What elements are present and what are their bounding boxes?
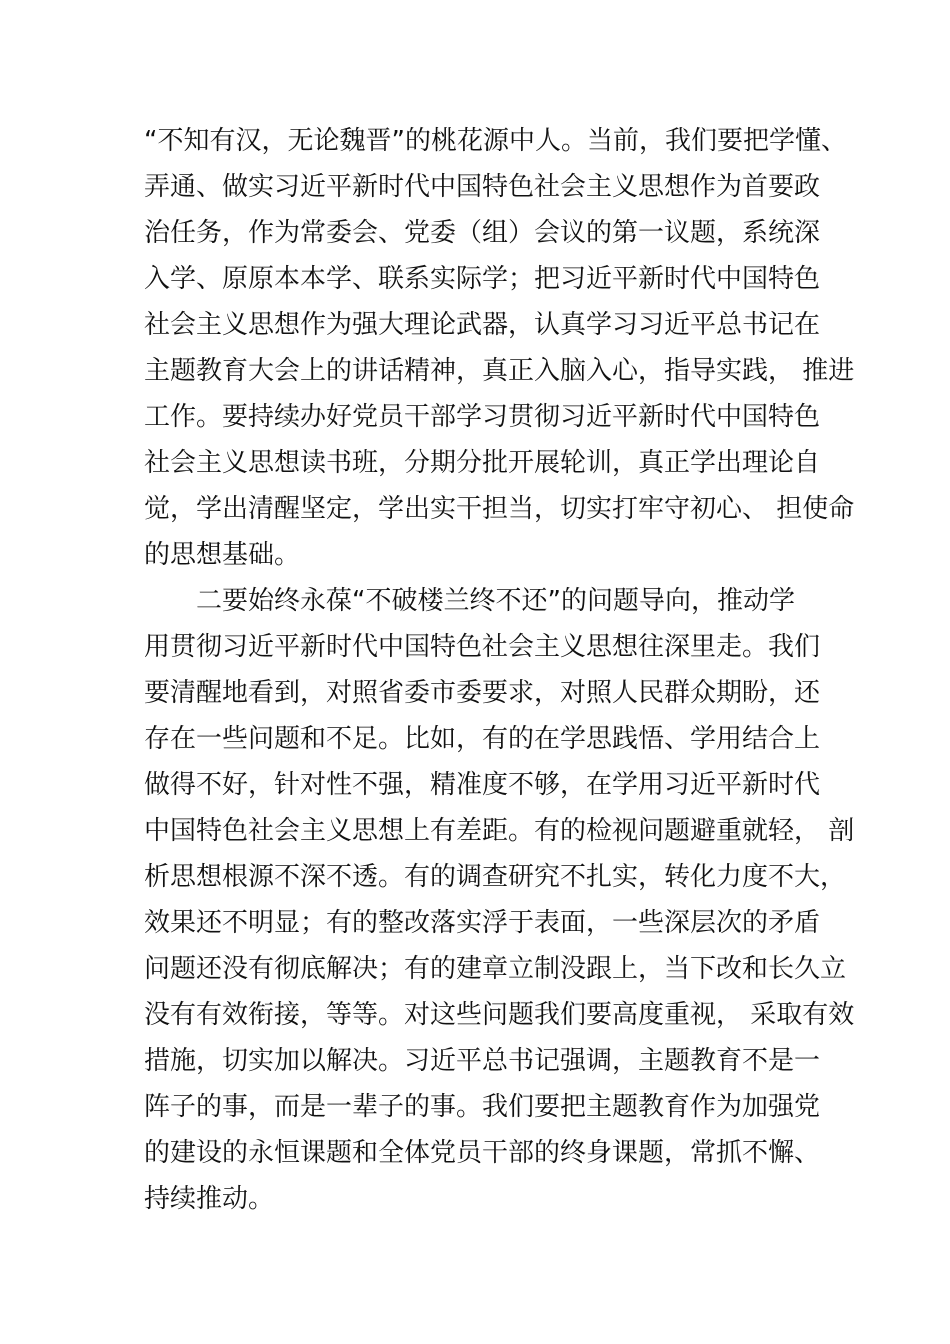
paragraph-line: 社会主义思想作为强大理论武器，认真学习习近平总书记在 bbox=[144, 310, 821, 340]
paragraph-line: 析思想根源不深不透。有的调查研究不扎实，转化力度不大， bbox=[144, 862, 847, 892]
paragraph-line: 的思想基础。 bbox=[144, 540, 301, 570]
paragraph-line: 中国特色社会主义思想上有差距。有的检视问题避重就轻， 剖 bbox=[144, 816, 855, 846]
paragraph-line: 的建设的永恒课题和全体党员干部的终身课题，常抓不懈、 bbox=[144, 1138, 821, 1168]
paragraph-line: 持续推动。 bbox=[144, 1184, 275, 1214]
paragraph-line: 入学、原原本本学、联系实际学；把习近平新时代中国特色 bbox=[144, 264, 821, 294]
paragraph-line: 觉，学出清醒坚定，学出实干担当，切实打牢守初心、 担使命 bbox=[144, 494, 855, 524]
paragraph-line: 工作。要持续办好党员干部学习贯彻习近平新时代中国特色 bbox=[144, 402, 821, 432]
paragraph-1 bbox=[144, 118, 855, 578]
paragraph-line: 效果还不明显；有的整改落实浮于表面，一些深层次的矛盾 bbox=[144, 908, 821, 938]
paragraph-line: 主题教育大会上的讲话精神，真正入脑入心，指导实践， 推进 bbox=[144, 356, 855, 386]
paragraph-line: 措施，切实加以解决。习近平总书记强调，主题教育不是一 bbox=[144, 1046, 821, 1076]
paragraph-line: 没有有效衔接，等等。对这些问题我们要高度重视， 采取有效 bbox=[144, 1000, 855, 1030]
document-body bbox=[144, 118, 855, 1222]
paragraph-line: 要清醒地看到，对照省委市委要求，对照人民群众期盼，还 bbox=[144, 678, 821, 708]
paragraph-line: “不知有汉，无论魏晋”的桃花源中人。当前，我们要把学懂、 bbox=[144, 126, 847, 156]
paragraph-line: 阵子的事，而是一辈子的事。我们要把主题教育作为加强党 bbox=[144, 1092, 821, 1122]
paragraph-line: 用贯彻习近平新时代中国特色社会主义思想往深里走。我们 bbox=[144, 632, 821, 662]
paragraph-2 bbox=[144, 578, 855, 1222]
paragraph-line: 做得不好，针对性不强，精准度不够，在学用习近平新时代 bbox=[144, 770, 821, 800]
paragraph-line: 存在一些问题和不足。比如，有的在学思践悟、学用结合上 bbox=[144, 724, 821, 754]
paragraph-line: 问题还没有彻底解决；有的建章立制没跟上，当下改和长久立 bbox=[144, 954, 847, 984]
paragraph-line: 二要始终永葆“不破楼兰终不还”的问题导向，推动学 bbox=[196, 586, 795, 616]
paragraph-line: 社会主义思想读书班，分期分批开展轮训，真正学出理论自 bbox=[144, 448, 821, 478]
paragraph-line: 弄通、做实习近平新时代中国特色社会主义思想作为首要政 bbox=[144, 172, 821, 202]
paragraph-line: 治任务，作为常委会、党委（组）会议的第一议题，系统深 bbox=[144, 218, 821, 248]
